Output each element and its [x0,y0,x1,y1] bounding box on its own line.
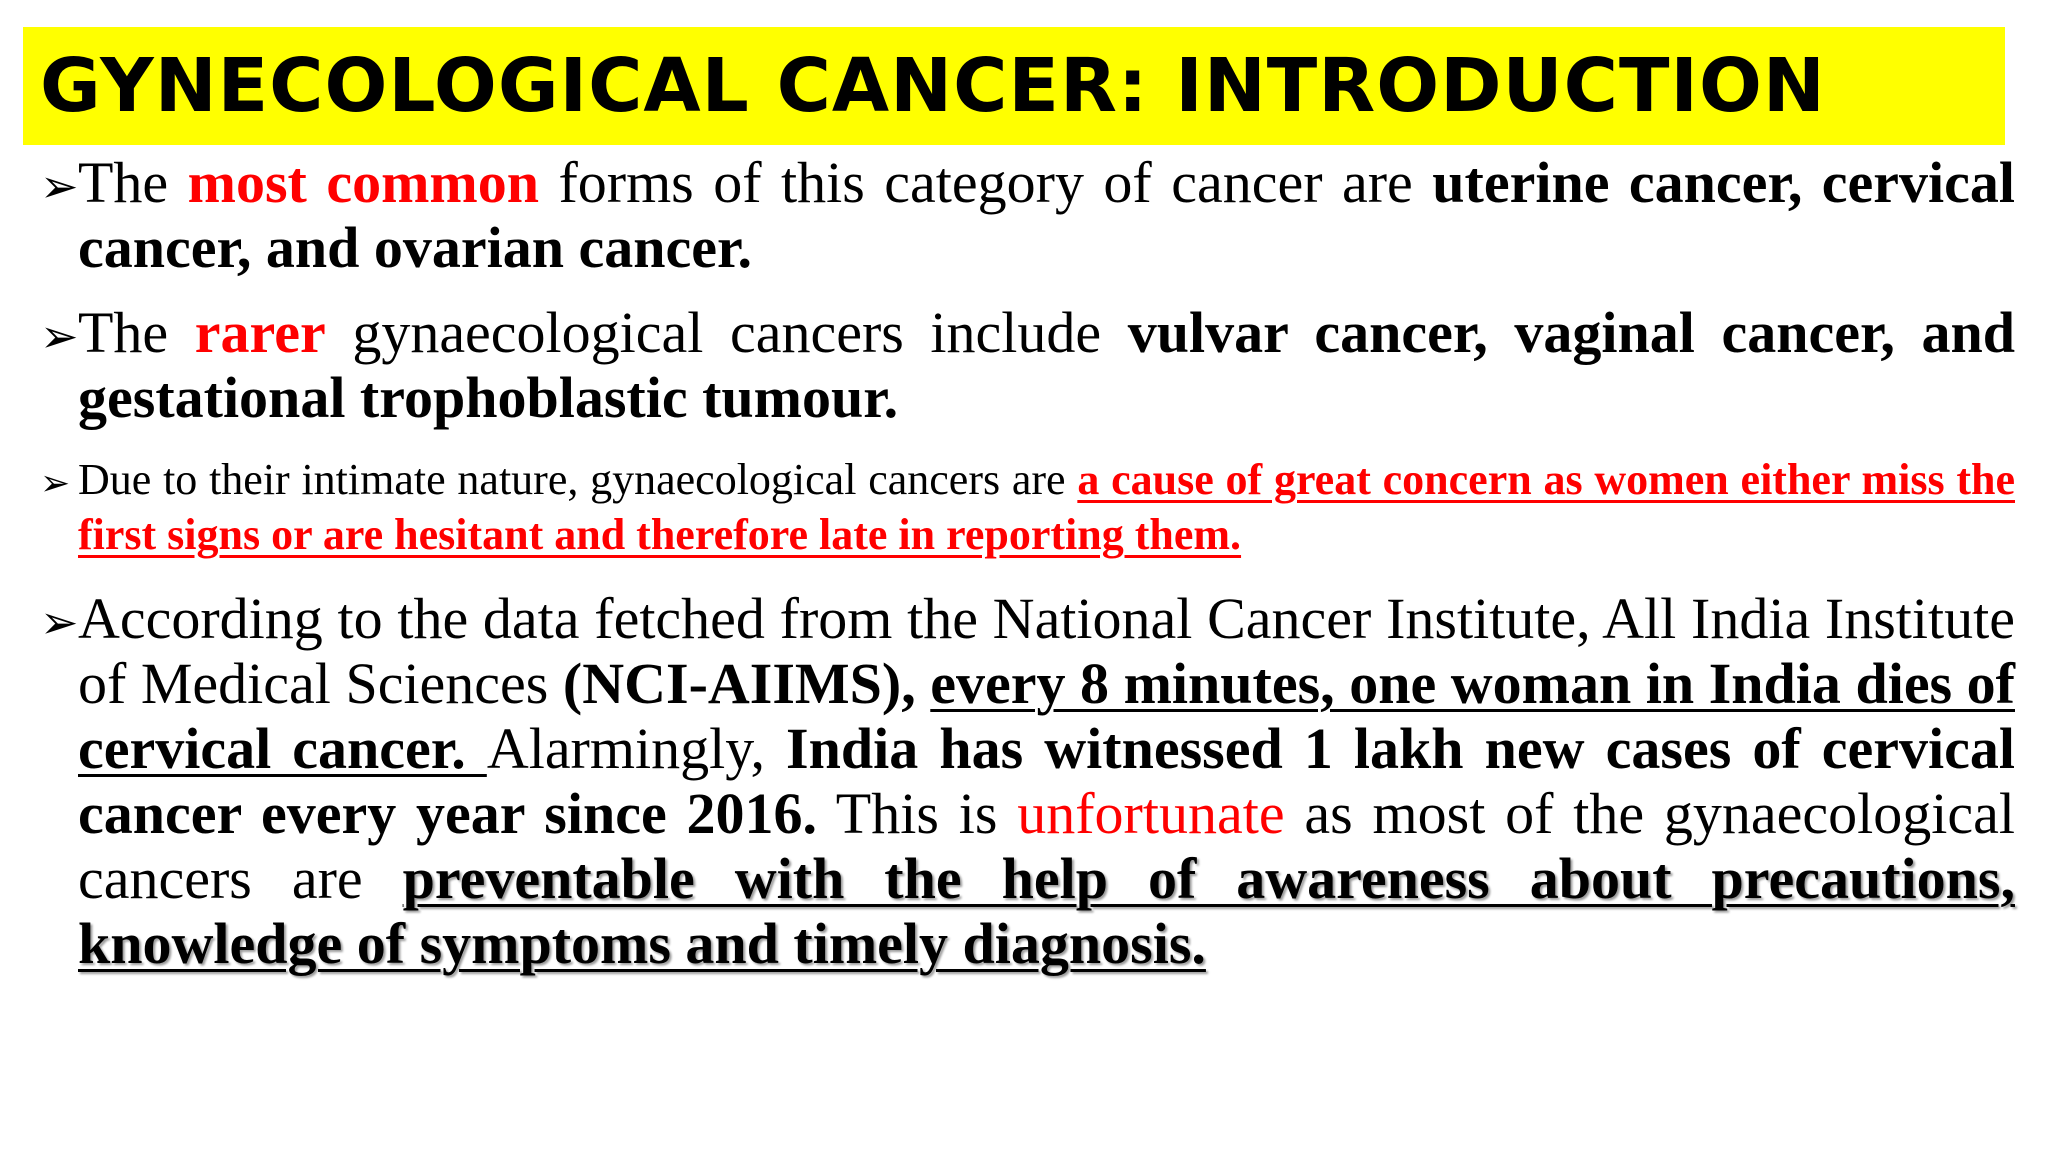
bullet-item-nci-aiims-data [40,586,2015,976]
arrow-bullet-icon: ➢ [40,595,79,649]
bullet-text: Due to their intimate nature, gynaecological cancers are [78,455,1078,504]
bullet-item-intimate-nature [40,452,2015,562]
arrow-bullet-icon: ➢ [40,159,79,213]
arrow-bullet-icon: ➢ [40,309,79,363]
emphasis-shadow-text: preventable with the help of awareness about precautions, knowledge of symptoms and timely diagnosis. [78,846,2015,976]
bullet-text: The [78,150,188,215]
emphasis-underlined-text: every 8 minutes, one woman in India dies of cervical cancer. [78,651,2015,781]
emphasis-text: (NCI-AIIMS), [562,651,931,716]
bullet-list [40,150,2015,976]
bullet-text: forms of this category of cancer are [538,150,1433,215]
highlight-text: unfortunate [1017,781,1285,846]
highlight-text: rarer [194,300,326,365]
bullet-item-common-forms [40,150,2015,280]
arrow-bullet-icon: ➢ [40,463,71,504]
bullet-text: as most of the gynaecological cancers are [78,781,2015,911]
emphasis-text: uterine cancer, cervical cancer, and ovarian cancer. [78,150,2015,280]
bullet-item-rarer-cancers [40,300,2015,430]
bullet-text: The [78,300,195,365]
emphasis-text: India has witnessed 1 lakh new cases of cervical cancer every year since 2016. [78,716,2015,846]
bullet-text: According to the data fetched from the National Cancer Institute, All India Institute of Medical Sciences [78,586,2015,716]
highlight-text: most common [187,150,539,215]
bullet-text: gynaecological cancers include [325,300,1128,365]
bullet-text: Alarmingly, [486,716,787,781]
highlight-underlined-text: a cause of great concern as women either miss the first signs or are hesitant and therefore late in reporting them. [78,455,2015,559]
slide-title: GYNECOLOGICAL CANCER: INTRODUCTION [40,43,1826,129]
emphasis-text: vulvar cancer, vaginal cancer, and gestational trophoblastic tumour. [78,300,2015,430]
bullet-text: This is [817,781,1018,846]
